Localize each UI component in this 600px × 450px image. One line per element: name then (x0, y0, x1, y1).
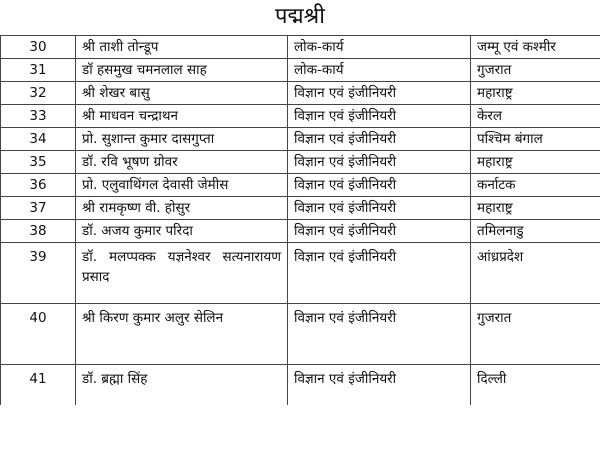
field-cell: लोक-कार्य (288, 59, 471, 82)
table-row (1, 151, 600, 174)
awardee-name-cell: प्रो. एलुवाथिंगल देवासी जेमीस (76, 174, 288, 197)
awardees-table-body (1, 36, 600, 406)
field-cell: विज्ञान एवं इंजीनियरी (288, 174, 471, 197)
awardee-name-cell: डॉ हसमुख चमनलाल साह (76, 59, 288, 82)
state-cell: पश्चिम बंगाल (471, 128, 600, 151)
table-row (1, 220, 600, 243)
awardee-name-text: श्री किरण कुमार अलुर सेलिन (82, 310, 224, 326)
state-cell: कर्नाटक (471, 174, 600, 197)
field-cell: विज्ञान एवं इंजीनियरी (288, 243, 471, 304)
awardee-name-text: डॉ. मलप्पक्क यज्ञनेश्वर सत्यनारायण प्रसाद (82, 249, 281, 285)
state-cell: महाराष्ट्र (471, 151, 600, 174)
awardee-name-cell: श्री ताशी तोन्डूप (76, 36, 288, 59)
awardee-name-cell: डॉ. रवि भूषण ग्रोवर (76, 151, 288, 174)
serial-number-cell: 40 (1, 304, 76, 365)
state-cell: तमिलनाडु (471, 220, 600, 243)
field-cell: विज्ञान एवं इंजीनियरी (288, 220, 471, 243)
table-row (1, 59, 600, 82)
state-cell: केरल (471, 105, 600, 128)
serial-number-cell: 35 (1, 151, 76, 174)
field-cell: विज्ञान एवं इंजीनियरी (288, 128, 471, 151)
serial-number-cell: 41 (1, 365, 76, 406)
state-cell: गुजरात (471, 59, 600, 82)
serial-number-cell: 31 (1, 59, 76, 82)
table-row (1, 82, 600, 105)
serial-number-cell: 37 (1, 197, 76, 220)
state-cell: महाराष्ट्र (471, 82, 600, 105)
state-cell: महाराष्ट्र (471, 197, 600, 220)
serial-number-cell: 33 (1, 105, 76, 128)
awardee-name-cell: श्री माधवन चन्द्राथन (76, 105, 288, 128)
awardee-name-cell: श्री शेखर बासु (76, 82, 288, 105)
serial-number-cell: 38 (1, 220, 76, 243)
serial-number-cell: 34 (1, 128, 76, 151)
field-cell: विज्ञान एवं इंजीनियरी (288, 151, 471, 174)
serial-number-cell: 30 (1, 36, 76, 59)
state-cell: जम्मू एवं कश्मीर (471, 36, 600, 59)
table-row (1, 365, 600, 406)
awardee-name-cell: श्री रामकृष्ण वी. होसुर (76, 197, 288, 220)
serial-number-cell: 36 (1, 174, 76, 197)
field-cell: विज्ञान एवं इंजीनियरी (288, 105, 471, 128)
table-row (1, 197, 600, 220)
state-cell: दिल्ली (471, 365, 600, 406)
field-cell: विज्ञान एवं इंजीनियरी (288, 82, 471, 105)
awardee-name-cell: डॉ. ब्रह्मा सिंह (76, 365, 288, 406)
awardee-name-cell: डॉ. अजय कुमार परिदा (76, 220, 288, 243)
table-row (1, 105, 600, 128)
table-row (1, 128, 600, 151)
awardee-name-cell (76, 304, 288, 365)
page-title: पद्मश्री (275, 4, 325, 29)
field-cell: लोक-कार्य (288, 36, 471, 59)
field-cell: विज्ञान एवं इंजीनियरी (288, 304, 471, 365)
state-cell: आंध्रप्रदेश (471, 243, 600, 304)
serial-number-cell: 32 (1, 82, 76, 105)
field-cell: विज्ञान एवं इंजीनियरी (288, 197, 471, 220)
awardees-table (0, 35, 600, 405)
field-cell: विज्ञान एवं इंजीनियरी (288, 365, 471, 406)
serial-number-cell: 39 (1, 243, 76, 304)
table-row (1, 243, 600, 304)
awardee-name-cell: प्रो. सुशान्त कुमार दासगुप्ता (76, 128, 288, 151)
state-cell: गुजरात (471, 304, 600, 365)
table-row (1, 36, 600, 59)
table-row (1, 304, 600, 365)
awardee-name-cell (76, 243, 288, 304)
table-row (1, 174, 600, 197)
